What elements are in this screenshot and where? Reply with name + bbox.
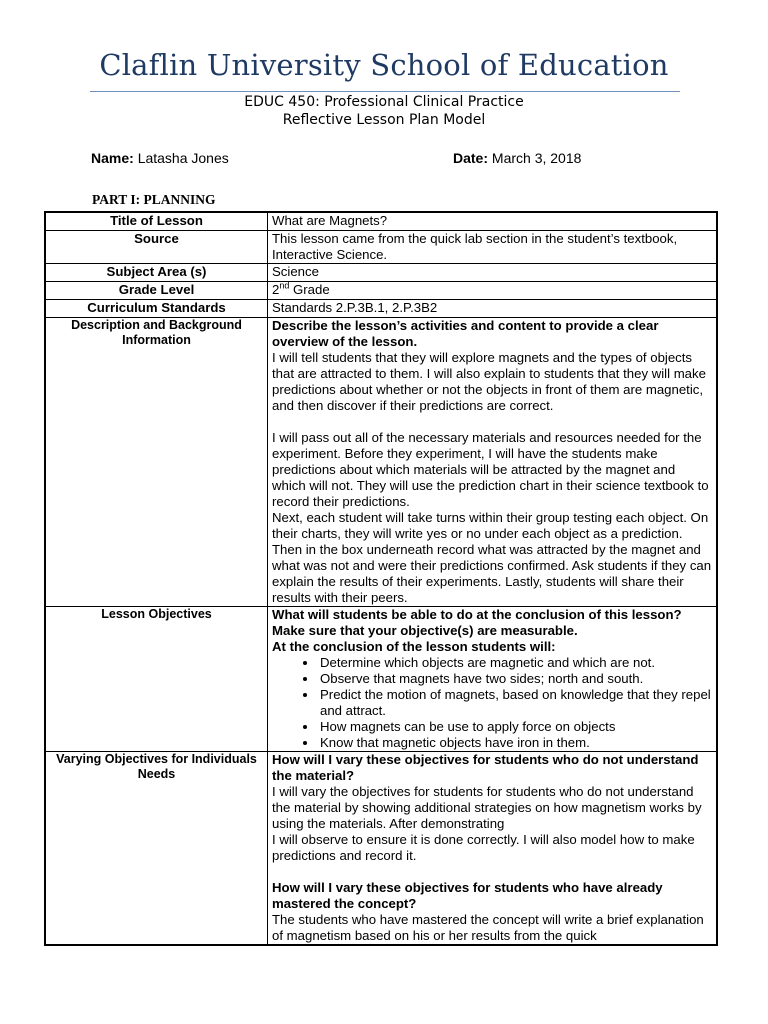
date-field xyxy=(453,150,581,166)
description-paragraph-3: Next, each student will take turns within their group testing each object. On their charts, they will write yes or no under each object as a prediction. Then in the box underneath record what was attracted by the magnet and what was not and were their predictions confirmed. Ask students if they can explain the results of their experiments. Lastly, students will share their results with their peers. xyxy=(272,510,712,605)
row-curriculum-standards xyxy=(45,300,717,318)
row-grade-level xyxy=(45,282,717,300)
objectives-list xyxy=(272,655,712,751)
description-label: Description and Background Information xyxy=(45,318,268,607)
objective-item: • How magnets can be use to apply force on objects xyxy=(318,719,712,735)
varying-prompt-1: How will I vary these objectives for students who do not understand the material? xyxy=(272,752,699,783)
date-value: March 3, 2018 xyxy=(491,150,582,166)
date-label: Date: xyxy=(453,150,489,166)
course-title: EDUC 450: Professional Clinical Practice xyxy=(244,94,524,110)
row-description xyxy=(45,318,717,607)
row-objectives xyxy=(45,607,717,752)
paragraph-gap xyxy=(272,864,712,880)
grade-ordinal: nd xyxy=(279,280,290,291)
name-label: Name: xyxy=(91,150,134,166)
row-title-of-lesson xyxy=(45,212,717,231)
description-prompt: Describe the lesson’s activities and content to provide a clear overview of the lesson. xyxy=(272,318,659,349)
title-of-lesson-value: What are Magnets? xyxy=(268,212,718,231)
course-heading xyxy=(0,93,768,129)
source-label: Source xyxy=(45,231,268,264)
university-title: Claflin University School of Education xyxy=(99,48,669,82)
curriculum-standards-value: Standards 2.P.3B.1, 2.P.3B2 xyxy=(268,300,718,318)
curriculum-standards-label: Curriculum Standards xyxy=(45,300,268,318)
description-paragraph-1: I will tell students that they will explore magnets and the types of objects that are attracted to them. I will also explain to students that they will make predictions about whether or not the objects in front of them are magnetic, and then discover if their predictions are correct. xyxy=(272,350,706,413)
objective-item: • Know that magnetic objects have iron in them. xyxy=(318,735,712,751)
name-value: Latasha Jones xyxy=(137,150,229,166)
objectives-prompt-2: At the conclusion of the lesson students will: xyxy=(272,639,556,654)
source-value: This lesson came from the quick lab section in the student’s textbook, Interactive Science. xyxy=(268,231,718,264)
objective-item: • Observe that magnets have two sides; north and south. xyxy=(318,671,712,687)
subject-area-value: Science xyxy=(268,264,718,282)
row-source xyxy=(45,231,717,264)
objectives-label: Lesson Objectives xyxy=(45,607,268,752)
title-of-lesson-label: Title of Lesson xyxy=(45,212,268,231)
paragraph-gap xyxy=(272,414,712,430)
varying-paragraph-1: I will vary the objectives for students for students who do not understand the material by showing additional strategies on how magnetism works by using the materials. After demonstrating xyxy=(272,784,702,831)
objective-item: • Predict the motion of magnets, based on knowledge that they repel and attract. xyxy=(318,687,712,719)
varying-paragraph-2: I will observe to ensure it is done correctly. I will also model how to make predictions and record it. xyxy=(272,832,695,863)
grade-level-value xyxy=(268,282,718,300)
varying-objectives-label: Varying Objectives for Individuals Needs xyxy=(45,752,268,946)
grade-number: 2 xyxy=(272,282,280,297)
row-subject-area xyxy=(45,264,717,282)
varying-prompt-2: How will I vary these objectives for students who have already mastered the concept? xyxy=(272,880,663,911)
grade-word: Grade xyxy=(289,282,330,297)
title-divider xyxy=(90,91,680,92)
name-field xyxy=(91,150,229,166)
subject-area-label: Subject Area (s) xyxy=(45,264,268,282)
description-value xyxy=(268,318,718,607)
part-heading: PART I: PLANNING xyxy=(92,192,216,207)
lesson-plan-table xyxy=(44,211,718,946)
description-paragraph-2: I will pass out all of the necessary materials and resources needed for the experiment. Before they experiment, I will have the students make predictions about which materials will be attracted by the magnet and which will not. They will use the prediction chart in their science textbook to record their predictions. xyxy=(272,430,709,509)
varying-paragraph-3: The students who have mastered the concept will write a brief explanation of magnetism based on his or her results from the quick xyxy=(272,912,704,943)
course-subtitle: Reflective Lesson Plan Model xyxy=(282,112,486,128)
row-varying-objectives xyxy=(45,752,717,946)
objectives-value xyxy=(268,607,718,752)
objective-item: • Determine which objects are magnetic and which are not. xyxy=(318,655,712,671)
varying-objectives-value xyxy=(268,752,718,946)
objectives-prompt-1: What will students be able to do at the conclusion of this lesson? Make sure that your objective(s) are measurable. xyxy=(272,607,682,638)
grade-level-label: Grade Level xyxy=(45,282,268,300)
